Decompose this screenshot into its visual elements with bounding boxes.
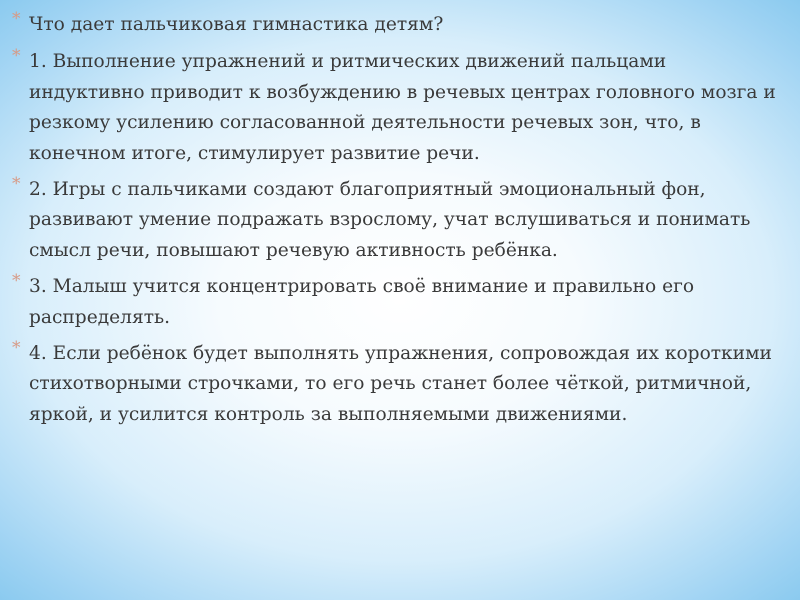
list-item-text: 1. Выполнение упражнений и ритмических движений пальцами индуктивно приводит к возбуждению в речевых центрах головного мозга и резкому усилению согласованной деятельности речевых зон, что, в конечном итоге, стимулирует развитие речи. (29, 51, 776, 164)
bullet-asterisk-icon: * (12, 338, 21, 359)
bullet-asterisk-icon: * (12, 174, 21, 195)
heading-text: Что дает пальчиковая гимнастика детям? (29, 14, 444, 35)
list-item-text: 3. Малыш учится концентрировать своё внимание и правильно его распределять. (29, 276, 695, 328)
list-item (12, 272, 787, 333)
list-item-text: 4. Если ребёнок будет выполнять упражнения, сопровождая их короткими стихотворными строчками, то его речь станет более чёткой, ритмичной, яркой, и усилится контроль за выполняемыми движениями. (29, 343, 772, 425)
list-item (12, 47, 787, 169)
bullet-asterisk-icon: * (12, 271, 21, 292)
slide-content (12, 10, 787, 436)
slide-heading (12, 10, 787, 40)
list-item-text: 2. Игры с пальчиками создают благоприятный эмоциональный фон, развивают умение подражать взрослому, учат вслушиваться и понимать смысл речи, повышают речевую активность ребёнка. (29, 179, 751, 261)
list-item (12, 175, 787, 266)
bullet-asterisk-icon: * (12, 46, 21, 67)
list-item (12, 339, 787, 430)
bullet-asterisk-icon: * (12, 9, 21, 29)
